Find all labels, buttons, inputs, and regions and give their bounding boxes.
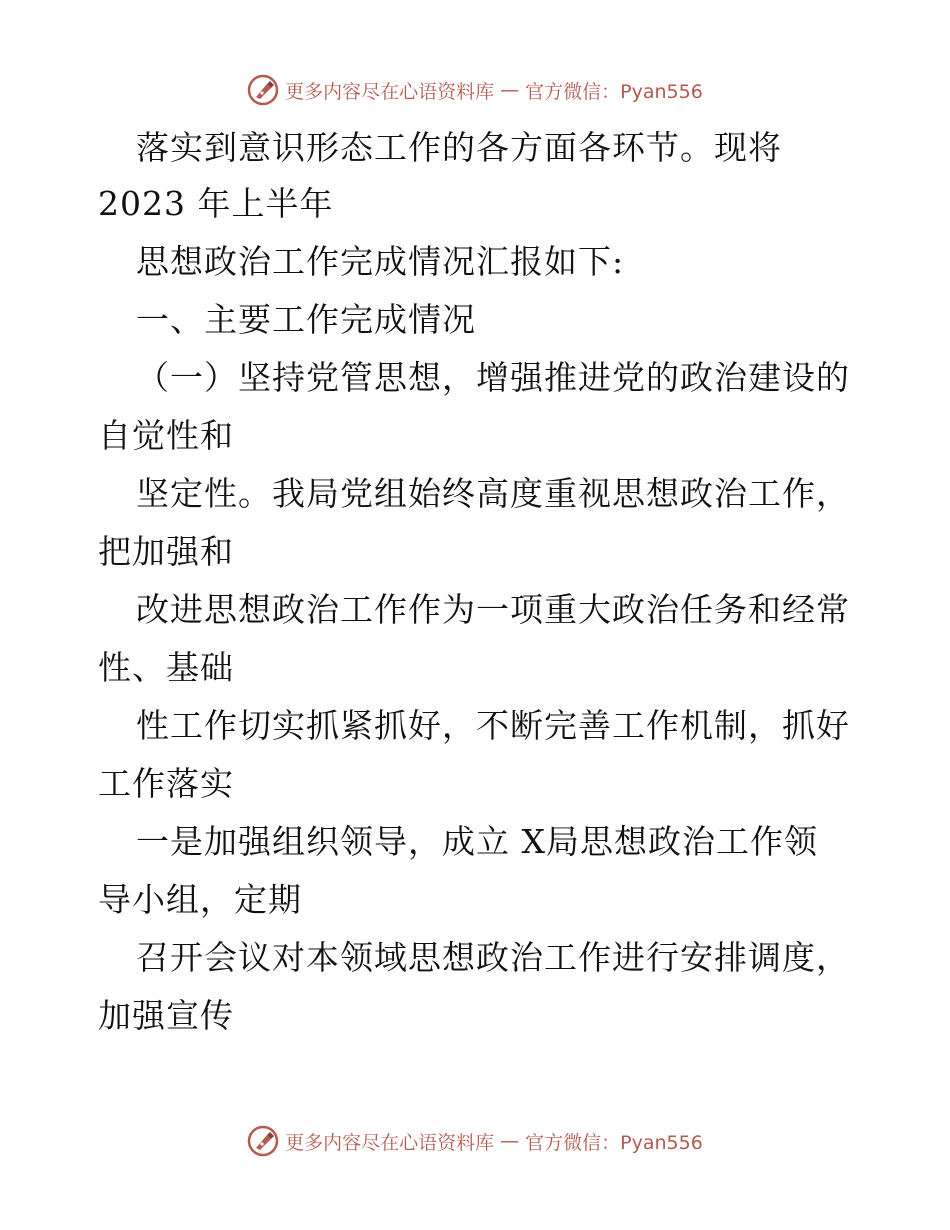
header-watermark: [0, 72, 950, 108]
text-line: 改进思想政治工作作为一项重大政治任务和经常: [136, 590, 850, 629]
pen-nib-circle-icon: [247, 1125, 279, 1157]
text-line: 落实到意识形态工作的各方面各环节。现将: [136, 128, 782, 167]
watermark-wechat: 官方微信：Pyan556: [525, 1131, 703, 1154]
text-line: 把加强和: [98, 532, 234, 571]
watermark-wechat: 官方微信：Pyan556: [525, 80, 703, 103]
text-line: 自觉性和: [98, 416, 234, 455]
text-line: 2023 年上半年: [98, 184, 334, 223]
text-line: 加强宣传: [98, 996, 234, 1035]
text-line: 性工作切实抓紧抓好，不断完善工作机制，抓好: [136, 706, 850, 745]
watermark-dash: —: [500, 1130, 520, 1152]
text-line: 一、主要工作完成情况: [136, 300, 476, 339]
text-line: 召开会议对本领域思想政治工作进行安排调度，: [136, 938, 850, 977]
text-line: 坚定性。我局党组始终高度重视思想政治工作，: [136, 474, 850, 513]
text-line: 一是加强组织领导，成立 X局思想政治工作领: [136, 822, 818, 861]
watermark-dash: —: [500, 79, 520, 101]
text-line: 性、基础: [98, 648, 234, 687]
text-line: （一）坚持党管思想，增强推进党的政治建设的: [136, 358, 850, 397]
footer-watermark: [0, 1123, 950, 1159]
text-line: 导小组，定期: [98, 880, 302, 919]
text-line: 工作落实: [98, 764, 234, 803]
pen-nib-circle-icon: [247, 74, 279, 106]
watermark-text: 更多内容尽在心语资料库: [285, 80, 495, 103]
watermark-text: 更多内容尽在心语资料库: [285, 1131, 495, 1154]
text-line: 思想政治工作完成情况汇报如下:: [136, 242, 625, 281]
